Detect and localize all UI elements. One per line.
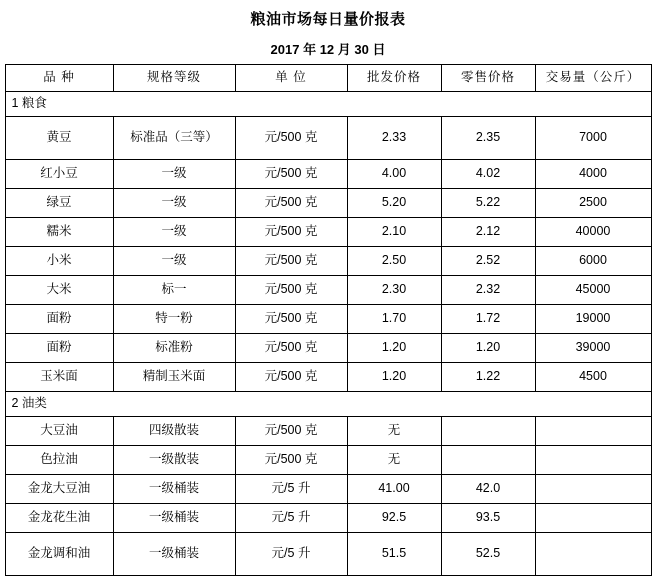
cell-volume: 39000 xyxy=(535,334,651,363)
cell-volume: 2500 xyxy=(535,189,651,218)
cell-volume: 6000 xyxy=(535,247,651,276)
cell-variety: 色拉油 xyxy=(5,446,113,475)
cell-volume xyxy=(535,533,651,576)
cell-wholesale: 无 xyxy=(347,417,441,446)
cell-unit: 元/5 升 xyxy=(235,533,347,576)
cell-unit: 元/5 升 xyxy=(235,504,347,533)
header-cell-wholesale: 批发价格 xyxy=(347,65,441,92)
price-table xyxy=(5,64,652,576)
cell-spec: 一级散装 xyxy=(113,446,235,475)
table-row xyxy=(5,475,651,504)
table-row xyxy=(5,276,651,305)
cell-wholesale: 1.20 xyxy=(347,334,441,363)
cell-retail xyxy=(441,417,535,446)
cell-retail: 2.35 xyxy=(441,117,535,160)
cell-retail xyxy=(441,446,535,475)
cell-volume xyxy=(535,504,651,533)
cell-unit: 元/500 克 xyxy=(235,363,347,392)
cell-spec: 标一 xyxy=(113,276,235,305)
table-group-row xyxy=(5,392,651,417)
cell-volume: 7000 xyxy=(535,117,651,160)
table-row xyxy=(5,189,651,218)
cell-retail: 1.22 xyxy=(441,363,535,392)
cell-retail: 4.02 xyxy=(441,160,535,189)
cell-variety: 大豆油 xyxy=(5,417,113,446)
cell-spec: 一级桶装 xyxy=(113,475,235,504)
cell-variety: 糯米 xyxy=(5,218,113,247)
cell-spec: 一级桶装 xyxy=(113,533,235,576)
cell-spec: 特一粉 xyxy=(113,305,235,334)
cell-retail: 42.0 xyxy=(441,475,535,504)
cell-wholesale: 2.50 xyxy=(347,247,441,276)
table-header-row xyxy=(5,65,651,92)
cell-volume: 19000 xyxy=(535,305,651,334)
group-label-grain: 1 粮食 xyxy=(5,92,651,117)
cell-volume xyxy=(535,417,651,446)
cell-wholesale: 41.00 xyxy=(347,475,441,504)
table-row xyxy=(5,334,651,363)
report-page xyxy=(0,8,656,561)
cell-variety: 大米 xyxy=(5,276,113,305)
report-date: 2017 年 12 月 30 日 xyxy=(270,42,386,57)
cell-spec: 一级 xyxy=(113,247,235,276)
table-row xyxy=(5,533,651,576)
table-row xyxy=(5,417,651,446)
cell-spec: 一级 xyxy=(113,189,235,218)
table-row xyxy=(5,247,651,276)
cell-wholesale: 4.00 xyxy=(347,160,441,189)
cell-unit: 元/500 克 xyxy=(235,189,347,218)
cell-unit: 元/500 克 xyxy=(235,334,347,363)
group-label-oil: 2 油类 xyxy=(5,392,651,417)
cell-variety: 黄豆 xyxy=(5,117,113,160)
cell-unit: 元/500 克 xyxy=(235,247,347,276)
cell-variety: 金龙调和油 xyxy=(5,533,113,576)
header-cell-retail: 零售价格 xyxy=(441,65,535,92)
header-cell-unit: 单 位 xyxy=(235,65,347,92)
cell-unit: 元/500 克 xyxy=(235,160,347,189)
cell-spec: 一级桶装 xyxy=(113,504,235,533)
cell-volume xyxy=(535,475,651,504)
cell-variety: 金龙花生油 xyxy=(5,504,113,533)
cell-wholesale: 2.10 xyxy=(347,218,441,247)
table-row xyxy=(5,446,651,475)
cell-spec: 四级散装 xyxy=(113,417,235,446)
page-title: 粮油市场每日量价报表 xyxy=(250,11,406,28)
cell-spec: 标准品（三等） xyxy=(113,117,235,160)
cell-variety: 面粉 xyxy=(5,334,113,363)
cell-variety: 面粉 xyxy=(5,305,113,334)
cell-wholesale: 1.70 xyxy=(347,305,441,334)
cell-variety: 红小豆 xyxy=(5,160,113,189)
cell-wholesale: 51.5 xyxy=(347,533,441,576)
cell-spec: 一级 xyxy=(113,218,235,247)
cell-spec: 标准粉 xyxy=(113,334,235,363)
cell-retail: 2.12 xyxy=(441,218,535,247)
cell-wholesale: 92.5 xyxy=(347,504,441,533)
table-row xyxy=(5,218,651,247)
cell-volume: 40000 xyxy=(535,218,651,247)
cell-retail: 1.72 xyxy=(441,305,535,334)
cell-wholesale: 1.20 xyxy=(347,363,441,392)
table-row xyxy=(5,117,651,160)
cell-retail: 2.32 xyxy=(441,276,535,305)
cell-wholesale: 5.20 xyxy=(347,189,441,218)
cell-volume: 45000 xyxy=(535,276,651,305)
cell-unit: 元/500 克 xyxy=(235,218,347,247)
cell-unit: 元/5 升 xyxy=(235,475,347,504)
cell-volume: 4000 xyxy=(535,160,651,189)
header-cell-spec: 规格等级 xyxy=(113,65,235,92)
table-body xyxy=(5,92,651,576)
table-row xyxy=(5,305,651,334)
cell-unit: 元/500 克 xyxy=(235,305,347,334)
cell-unit: 元/500 克 xyxy=(235,117,347,160)
cell-spec: 一级 xyxy=(113,160,235,189)
header-cell-volume: 交易量（公斤） xyxy=(535,65,651,92)
cell-retail: 1.20 xyxy=(441,334,535,363)
cell-retail: 93.5 xyxy=(441,504,535,533)
cell-retail: 2.52 xyxy=(441,247,535,276)
cell-unit: 元/500 克 xyxy=(235,417,347,446)
cell-variety: 小米 xyxy=(5,247,113,276)
cell-wholesale: 无 xyxy=(347,446,441,475)
cell-variety: 玉米面 xyxy=(5,363,113,392)
cell-variety: 绿豆 xyxy=(5,189,113,218)
cell-unit: 元/500 克 xyxy=(235,276,347,305)
header-cell-variety: 品 种 xyxy=(5,65,113,92)
table-group-row xyxy=(5,92,651,117)
cell-volume xyxy=(535,446,651,475)
cell-retail: 5.22 xyxy=(441,189,535,218)
table-header xyxy=(5,65,651,92)
cell-spec: 精制玉米面 xyxy=(113,363,235,392)
table-row xyxy=(5,504,651,533)
cell-variety: 金龙大豆油 xyxy=(5,475,113,504)
table-row xyxy=(5,160,651,189)
cell-volume: 4500 xyxy=(535,363,651,392)
cell-retail: 52.5 xyxy=(441,533,535,576)
table-row xyxy=(5,363,651,392)
cell-wholesale: 2.33 xyxy=(347,117,441,160)
cell-wholesale: 2.30 xyxy=(347,276,441,305)
cell-unit: 元/500 克 xyxy=(235,446,347,475)
